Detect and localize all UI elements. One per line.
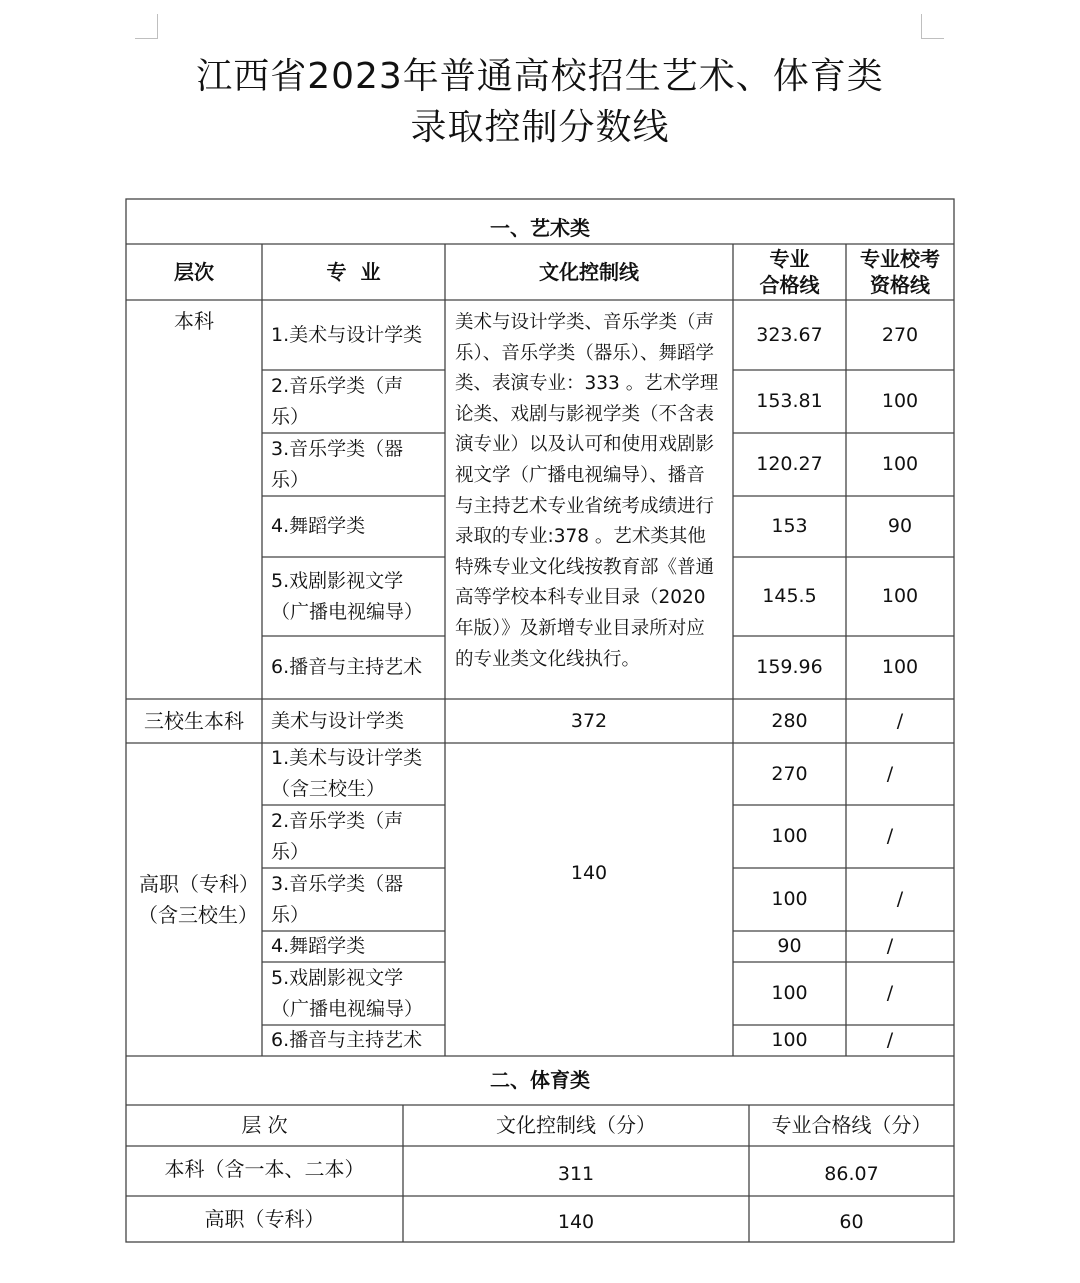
vocational-major-3: 3.音乐学类（器乐）: [271, 872, 404, 926]
bachelor-pro-pass-5: 145.5: [762, 585, 817, 607]
vocational-pro-pass-1: 270: [771, 762, 808, 785]
vocational-pro-pass-2: 100: [771, 825, 808, 847]
bachelor-pro-pass-6: 159.96: [756, 656, 823, 678]
vocational-major-2: 2.音乐学类（声乐）: [271, 809, 404, 863]
sports-header-level: 层 次: [241, 1113, 288, 1137]
bachelor-major-5: 5.戏剧影视文学（广播电视编导）: [271, 569, 424, 623]
three-school-culture: 372: [570, 709, 608, 732]
three-school-school-exam: /: [896, 709, 904, 732]
header-school-exam-line: 专业校考 资格线: [860, 247, 940, 297]
header-major: 专 业: [326, 260, 381, 284]
bachelor-culture-note: 美术与设计学类、音乐学类（声乐）、音乐学类（器乐）、舞蹈学类、表演专业：333 。艺术学理论类、戏剧与影视学类（不含表演专业）以及认可和使用戏剧影视文学（广播电视编导）、播音与主持艺术专业省统考成绩进行录取的专业:378 。艺术类其他特殊专业文化线按教育部《普通高等学校本科专业目录（2020年版）》及新增专业目录所对应的专业类文化线执行。: [455, 312, 719, 670]
vocational-pro-pass-3: 100: [771, 888, 808, 910]
header-pro-pass-line: 专业 合格线: [759, 247, 820, 297]
sports-culture-1: 311: [557, 1163, 595, 1185]
bachelor-school-exam-5: 100: [881, 585, 919, 607]
three-school-level: 三校生本科: [144, 708, 244, 733]
bachelor-pro-pass-3: 120.27: [756, 453, 823, 475]
sports-culture-2: 140: [557, 1211, 595, 1233]
header-level: 层次: [174, 260, 214, 284]
document-title-line2: 录取控制分数线: [410, 107, 670, 148]
vocational-pro-pass-4: 90: [777, 935, 802, 957]
vocational-level: 高职（专科）（含三校生）: [138, 871, 258, 927]
bachelor-major-4: 4.舞蹈学类: [271, 515, 366, 537]
bachelor-school-exam-3: 100: [881, 453, 919, 475]
header-culture-line: 文化控制线: [539, 260, 639, 284]
vocational-pro-pass-6: 100: [771, 1029, 808, 1051]
bachelor-major-2: 2.音乐学类（声乐）: [271, 374, 404, 428]
vocational-major-1: 1.美术与设计学类（含三校生）: [271, 747, 423, 800]
vocational-school-exam-3: /: [896, 888, 904, 910]
vocational-culture: 140: [570, 861, 608, 884]
sports-section-title: 二、体育类: [490, 1068, 590, 1092]
bachelor-pro-pass-4: 153: [771, 515, 808, 537]
bachelor-school-exam-6: 100: [881, 656, 919, 678]
bachelor-school-exam-4: 90: [887, 515, 913, 537]
three-school-major: 美术与设计学类: [271, 709, 405, 732]
vocational-major-5: 5.戏剧影视文学（广播电视编导）: [271, 966, 424, 1020]
vocational-school-exam-4: /: [886, 935, 894, 957]
vocational-school-exam-1: /: [886, 762, 894, 785]
bachelor-school-exam-2: 100: [881, 390, 919, 412]
bachelor-major-6: 6.播音与主持艺术: [271, 656, 423, 678]
three-school-pro-pass: 280: [771, 709, 808, 732]
bachelor-major-3: 3.音乐学类（器乐）: [271, 437, 404, 491]
sports-level-1: 本科（含一本、二本）: [164, 1157, 365, 1181]
sports-pro-pass-1: 86.07: [824, 1163, 879, 1185]
bachelor-school-exam-1: 270: [881, 323, 919, 346]
document-title-line1: 江西省2023年普通高校招生艺术、体育类: [196, 56, 884, 97]
bachelor-pro-pass-1: 323.67: [756, 323, 823, 346]
bachelor-level: 本科: [174, 309, 214, 333]
art-section-title: 一、艺术类: [490, 216, 590, 240]
vocational-school-exam-5: /: [886, 982, 894, 1004]
sports-header-culture: 文化控制线（分）: [496, 1113, 656, 1137]
vocational-major-4: 4.舞蹈学类: [271, 935, 366, 957]
vocational-pro-pass-5: 100: [771, 982, 808, 1004]
vocational-school-exam-2: /: [886, 825, 894, 847]
sports-header-pro-pass: 专业合格线（分）: [771, 1113, 932, 1137]
sports-level-2: 高职（专科）: [204, 1207, 325, 1231]
bachelor-major-1: 1.美术与设计学类: [271, 323, 423, 346]
sports-pro-pass-2: 60: [839, 1211, 864, 1233]
vocational-major-6: 6.播音与主持艺术: [271, 1029, 423, 1051]
vocational-school-exam-6: /: [886, 1029, 894, 1051]
bachelor-pro-pass-2: 153.81: [756, 390, 823, 412]
